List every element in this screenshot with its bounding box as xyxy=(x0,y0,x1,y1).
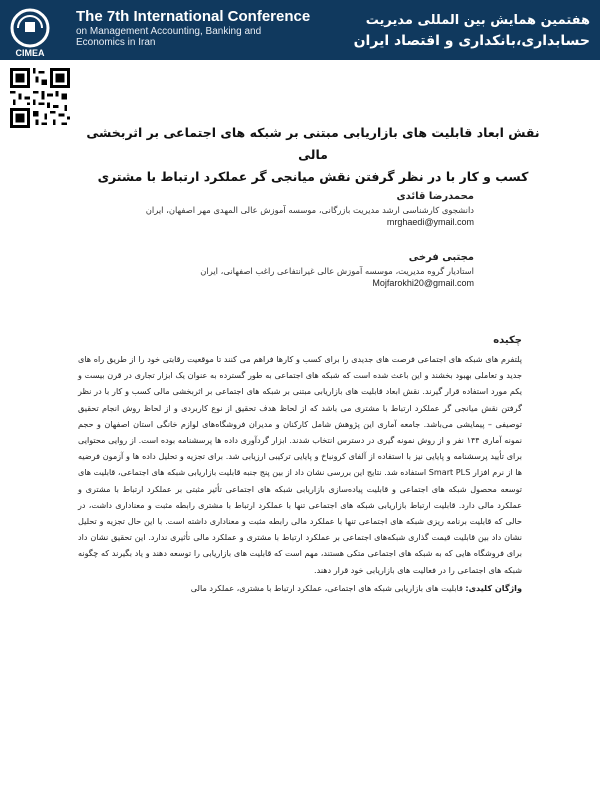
abstract-heading: چکیده xyxy=(493,335,522,346)
keywords-label: واژگان کلیدی: xyxy=(465,582,522,593)
english-title-line3: Economics in Iran xyxy=(76,37,156,48)
paper-title-line2: کسب و کار با در نظر گرفتن نقش میانجی گر عملکرد ارتباط با مشتری xyxy=(97,169,529,184)
author-email: Mojfarokhi20@gmail.com xyxy=(372,278,474,288)
english-title-line1: The 7th International Conference xyxy=(76,8,311,25)
keywords xyxy=(78,580,522,596)
keywords-text: قابلیت های بازاریابی شبکه های اجتماعی، عملکرد ارتباط با مشتری، عملکرد مالی xyxy=(190,582,463,593)
persian-title-line2: حسابداری،بانکداری و اقتصاد ایران xyxy=(353,33,590,49)
paper-title xyxy=(78,122,548,188)
abstract-body: پلتفرم های شبکه های اجتماعی فرصت های جدیدی را برای کسب و کارها فراهم می کنند تا موقعیت رقابتی خود را از طریق راه های جدید و تعاملی بهبود بخشند و این باعث شده است که شبکه های اجتماعی به طور گسترده به عنوان یک ابزار تجاری در قرن بیست و یکم مورد استفاده قرار گیرند. نقش ابعاد قابلیت های بازاریابی مبتنی بر شبکه های اجتماعی بر اثربخشی مالی کسب و کار با در نظر گرفتن نقش میانجی گر عملکرد ارتباط با مشتری می باشد که از لحاظ هدف تحقیق از نوع کاربردی و از لحاظ روش انجام تحقیق توصیفی – پیمایشی می‌باشد. جامعه آماری این پژوهش شامل کارکنان و مدیران فروشگاه‌های لوازم خانگی استان اصفهان و حجم نمونه آماری ۱۴۴ نفر و از روش نمونه گیری در دسترس انتخاب شدند. ابزار گردآوری داده ها پرسشنامه بوده است. از روایی محتوایی برای تأیید پرسشنامه و پایایی نیز با استفاده از آلفای کرونباخ و پایایی ترکیبی ارزیابی شد. برای تجزیه و تحلیل داده ها و آزمون فرضیه ها از نرم افزار Smart PLS استفاده شد. نتایج این بررسی نشان داد از بین پنج جنبه قابلیت بازاریابی شبکه های اجتماعی، قابلیت های توسعه محصول شبکه های اجتماعی و قابلیت پیاده‌سازی بازاریابی شبکه های اجتماعی تأثیر مثبتی بر عملکرد ارتباط با مشتری و عملکرد مالی دارد. قابلیت ارتباط بازاریابی شبکه های اجتماعی تنها با عملکرد ارتباط با مشتری رابطه مثبت و معناداری داشت، در حالی که قابلیت برنامه ریزی شبکه های اجتماعی تنها با عملکرد مالی رابطه مثبت و معناداری داشته است. با این حال تجزیه و تحلیل نشان داد بین قابلیت قیمت گذاری شبکه‌های اجتماعی بر عملکرد ارتباط با مشتری و عملکرد مالی تأثیری ندارد. این تحقیق نشان داد برای فروشگاه هایی که به شبکه های اجتماعی متکی هستند، مهم است که قابلیت های بازاریابی را توسعه دهند و یاد بگیرند که چگونه شبکه های اجتماعی را در فعالیت های بازاریابی خود قرار دهند. xyxy=(77,354,522,575)
conference-logo-icon xyxy=(3,6,63,58)
author-block xyxy=(74,190,474,228)
paper-title-line1: نقش ابعاد قابلیت های بازاریابی مبتنی بر شبکه های اجتماعی بر اثربخشی مالی xyxy=(86,125,540,162)
qr-code-icon xyxy=(10,68,70,128)
author-affiliation: استادیار گروه مدیریت، موسسه آموزش عالی غیرانتفاعی راغب اصفهانی، ایران xyxy=(200,266,474,276)
author-affiliation: دانشجوی کارشناسی ارشد مدیریت بازرگانی، موسسه آموزش عالی المهدی مهر اصفهان، ایران xyxy=(145,205,474,215)
author-name: محمدرضا قائدی xyxy=(396,191,474,202)
author-block xyxy=(74,251,474,289)
logo-text: CIMEA xyxy=(15,48,45,58)
conference-banner xyxy=(0,0,600,60)
author-name: مجتبی فرخی xyxy=(408,252,474,263)
english-title-line2: on Management Accounting, Banking and xyxy=(76,26,262,37)
abstract-section xyxy=(78,333,522,596)
author-email: mrghaedi@ymail.com xyxy=(386,217,474,227)
persian-title-line1: هفتمین همایش بین المللی مدیریت xyxy=(365,13,590,28)
persian-conference-title xyxy=(310,12,590,52)
english-conference-title xyxy=(76,8,326,48)
